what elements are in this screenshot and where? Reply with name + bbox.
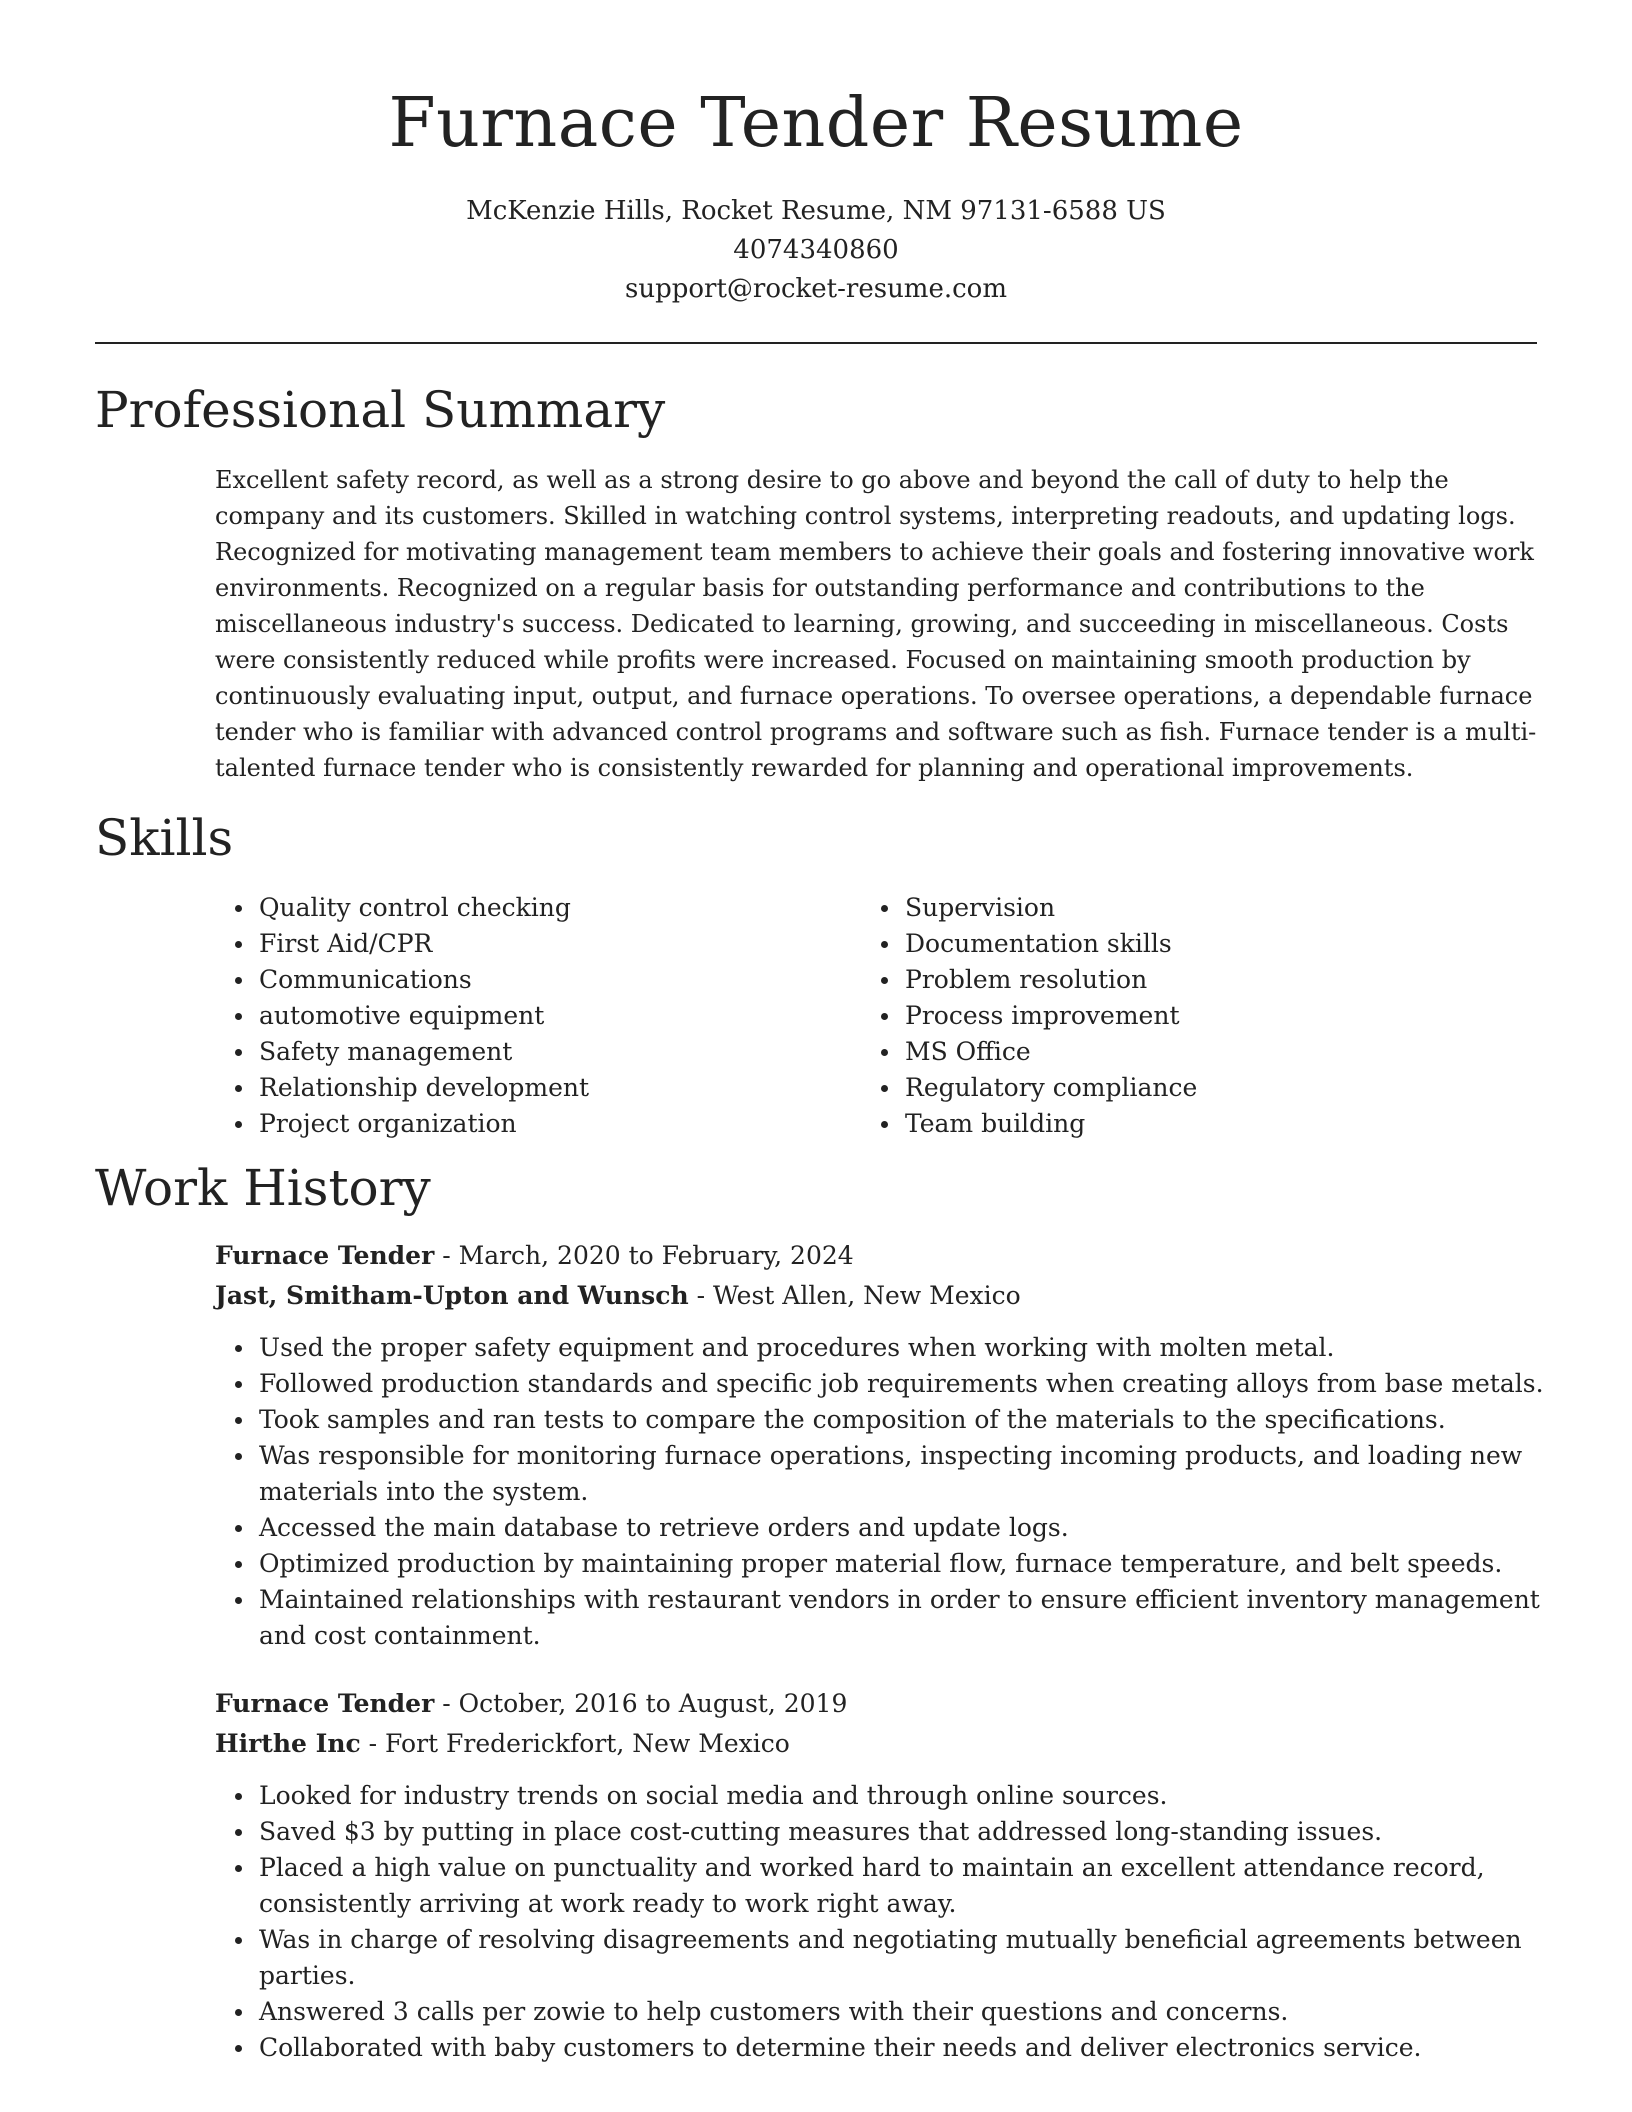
list-item: Looked for industry trends on social media and through online sources. <box>215 1778 1545 1814</box>
job-company-line <box>215 1724 790 1764</box>
list-item: Collaborated with baby customers to determine their needs and deliver electronics service. <box>215 2030 1545 2066</box>
contact-phone: 4074340860 <box>733 235 899 265</box>
skill-item: Regulatory compliance <box>861 1070 1521 1106</box>
list-item: Was responsible for monitoring furnace operations, inspecting incoming products, and loading new materials into the system. <box>215 1438 1545 1510</box>
list-item: Answered 3 calls per zowie to help customers with their questions and concerns. <box>215 1994 1545 2030</box>
skill-item: Safety management <box>215 1034 835 1070</box>
job-title: Furnace Tender <box>215 1689 435 1718</box>
skill-item: Problem resolution <box>861 962 1521 998</box>
job-company: Hirthe Inc <box>215 1729 361 1758</box>
job-location: - Fort Frederickfort, New Mexico <box>360 1729 790 1758</box>
skill-item: Supervision <box>861 890 1521 926</box>
skill-item: Communications <box>215 962 835 998</box>
skill-item: First Aid/CPR <box>215 926 835 962</box>
skill-item: automotive equipment <box>215 998 835 1034</box>
skill-item: Project organization <box>215 1106 835 1142</box>
skills-heading: Skills <box>95 809 234 867</box>
work-history-heading: Work History <box>95 1159 431 1217</box>
contact-email: support@rocket-resume.com <box>624 274 1007 304</box>
resume-title: Furnace Tender Resume <box>388 84 1244 163</box>
list-item: Was in charge of resolving disagreements and negotiating mutually beneficial agreements between parties. <box>215 1922 1545 1994</box>
job-title: Furnace Tender <box>215 1241 435 1270</box>
skill-item: Documentation skills <box>861 926 1521 962</box>
header-divider <box>95 342 1537 344</box>
list-item: Used the proper safety equipment and procedures when working with molten metal. <box>215 1330 1545 1366</box>
job-company-line <box>215 1276 1021 1316</box>
job-bullets <box>215 1330 1545 1654</box>
skill-item: MS Office <box>861 1034 1521 1070</box>
summary-text: Excellent safety record, as well as a strong desire to go above and beyond the call of duty to help the company and its customers. Skilled in watching control systems, interpreting readouts, and updating logs. Recognized for motivating management team members to achieve their goals and fostering innovative work environments. Recognized on a regular basis for outstanding performance and contributions to the miscellaneous industry's success. Dedicated to learning, growing, and succeeding in miscellaneous. Costs were consistently reduced while profits were increased. Focused on maintaining smooth production by continuously evaluating input, output, and furnace operations. To oversee operations, a dependable furnace tender who is familiar with advanced control programs and software such as fish. Furnace tender is a multi-talented furnace tender who is consistently rewarded for planning and operational improvements. <box>215 466 1537 782</box>
skill-item: Quality control checking <box>215 890 835 926</box>
job-dates: - October, 2016 to August, 2019 <box>434 1689 848 1718</box>
skills-list-left <box>215 890 835 1142</box>
job-dates: - March, 2020 to February, 2024 <box>434 1241 854 1270</box>
list-item: Took samples and ran tests to compare the composition of the materials to the specifications. <box>215 1402 1545 1438</box>
contact-block <box>95 192 1537 309</box>
list-item: Followed production standards and specific job requirements when creating alloys from base metals. <box>215 1366 1545 1402</box>
list-item: Optimized production by maintaining proper material flow, furnace temperature, and belt speeds. <box>215 1546 1545 1582</box>
skill-item: Team building <box>861 1106 1521 1142</box>
skill-item: Process improvement <box>861 998 1521 1034</box>
job-title-line <box>215 1236 854 1276</box>
skill-item: Relationship development <box>215 1070 835 1106</box>
list-item: Placed a high value on punctuality and worked hard to maintain an excellent attendance record, consistently arriving at work ready to work right away. <box>215 1850 1545 1922</box>
job-company: Jast, Smitham-Upton and Wunsch <box>215 1281 689 1310</box>
list-item: Maintained relationships with restaurant vendors in order to ensure efficient inventory management and cost containment. <box>215 1582 1545 1654</box>
job-bullets <box>215 1778 1545 2066</box>
summary-heading: Professional Summary <box>95 381 666 439</box>
skills-list-right <box>861 890 1521 1142</box>
contact-address: McKenzie Hills, Rocket Resume, NM 97131-6588 US <box>466 196 1166 226</box>
job-location: - West Allen, New Mexico <box>688 1281 1021 1310</box>
list-item: Saved $3 by putting in place cost-cutting measures that addressed long-standing issues. <box>215 1814 1545 1850</box>
list-item: Accessed the main database to retrieve orders and update logs. <box>215 1510 1545 1546</box>
job-title-line <box>215 1684 847 1724</box>
